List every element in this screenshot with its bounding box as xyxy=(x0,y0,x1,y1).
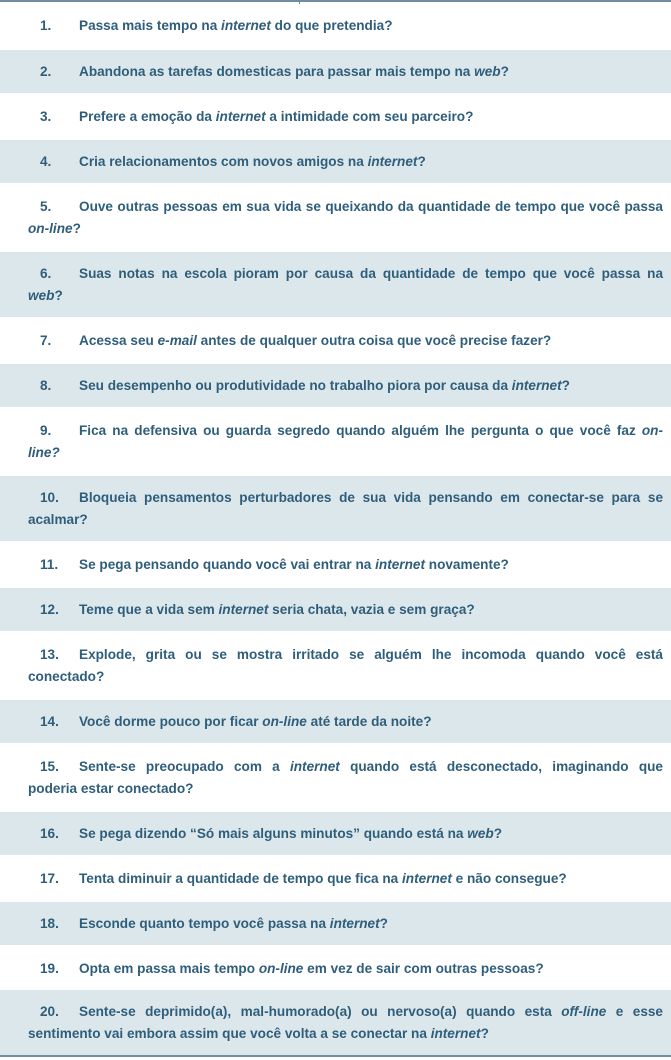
question-number: 16. xyxy=(40,825,59,841)
question-row: 10. Bloqueia pensamentos perturbadores de sua vida pensando em conectar-se para se acalmar? xyxy=(0,476,671,541)
question-row: 17. Tenta diminuir a quantidade de tempo que fica na internet e não consegue? xyxy=(0,857,671,900)
question-number: 19. xyxy=(40,960,59,976)
question-row: 19. Opta em passa mais tempo on-line em vez de sair com outras pessoas? xyxy=(0,947,671,990)
question-number: 13. xyxy=(40,646,59,662)
question-number: 12. xyxy=(40,601,59,617)
question-number: 20. xyxy=(40,1003,59,1019)
question-number: 1. xyxy=(40,17,52,33)
question-row: 7. Acessa seu e-mail antes de qualquer outra coisa que você precise fazer? xyxy=(0,319,671,362)
question-number: 14. xyxy=(40,713,59,729)
question-row: 11. Se pega pensando quando você vai entrar na internet novamente? xyxy=(0,543,671,586)
question-row: 14. Você dorme pouco por ficar on-line até tarde da noite? xyxy=(0,700,671,743)
question-number: 15. xyxy=(40,758,59,774)
question-row: 16. Se pega dizendo “Só mais alguns minutos” quando está na web? xyxy=(0,812,671,855)
question-row: 8. Seu desempenho ou produtividade no trabalho piora por causa da internet? xyxy=(0,364,671,407)
question-row: 5. Ouve outras pessoas em sua vida se queixando da quantidade de tempo que você passa on-line? xyxy=(0,185,671,250)
question-number: 5. xyxy=(40,198,52,214)
question-row: 9. Fica na defensiva ou guarda segredo quando alguém lhe pergunta o que você faz on- line? xyxy=(0,409,671,474)
question-number: 2. xyxy=(40,63,52,79)
top-rule xyxy=(0,0,671,2)
question-number: 17. xyxy=(40,870,59,886)
question-number: 18. xyxy=(40,915,59,931)
question-number: 8. xyxy=(40,377,52,393)
question-row: 12. Teme que a vida sem internet seria chata, vazia e sem graça? xyxy=(0,588,671,631)
question-number: 4. xyxy=(40,153,52,169)
question-row: 4. Cria relacionamentos com novos amigos na internet? xyxy=(0,140,671,183)
question-row: 6. Suas notas na escola pioram por causa da quantidade de tempo que você passa na web? xyxy=(0,252,671,317)
question-number: 9. xyxy=(40,422,52,438)
question-number: 10. xyxy=(40,489,59,505)
question-number: 3. xyxy=(40,108,52,124)
question-row: 2. Abandona as tarefas domesticas para passar mais tempo na web? xyxy=(0,50,671,93)
question-number: 11. xyxy=(40,556,59,572)
question-row: 15. Sente-se preocupado com a internet quando está desconectado, imaginando que poderia estar conectado? xyxy=(0,745,671,810)
question-row: 3. Prefere a emoção da internet a intimidade com seu parceiro? xyxy=(0,95,671,138)
question-number: 6. xyxy=(40,265,52,281)
question-row: 13. Explode, grita ou se mostra irritado se alguém lhe incomoda quando você está conectado? xyxy=(0,633,671,698)
question-number: 7. xyxy=(40,332,52,348)
question-row: 20. Sente-se deprimido(a), mal-humorado(a) ou nervoso(a) quando esta off-line e esse sentimento vai embora assim que você volta a se conectar na internet? xyxy=(0,990,671,1055)
bottom-rule xyxy=(0,1055,671,1057)
question-row: 1. Passa mais tempo na internet do que pretendia? xyxy=(0,4,671,47)
question-row: 18. Esconde quanto tempo você passa na internet? xyxy=(0,902,671,945)
